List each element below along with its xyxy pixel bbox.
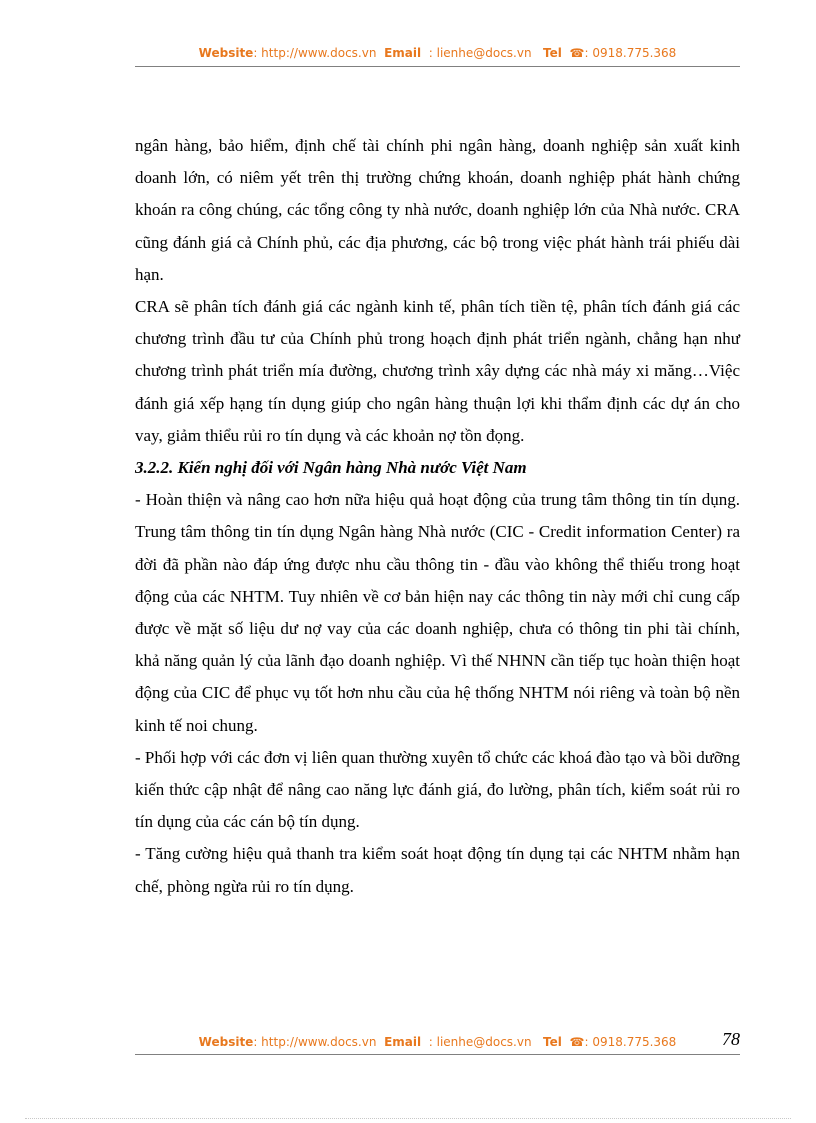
paragraph-1: ngân hàng, bảo hiểm, định chế tài chính phi ngân hàng, doanh nghiệp sản xuất kinh doanh lớn, có niêm yết trên thị trường chứng khoán, doanh nghiệp phát hành chứng khoán ra công chúng, các tổng công ty nhà nước, doanh nghiệp lớn của Nhà nước. CRA cũng đánh giá cả Chính phủ, các địa phương, các bộ trong việc phát hành trái phiếu dài hạn.: [135, 136, 740, 284]
footer-website-link[interactable]: : http://www.docs.vn: [253, 1035, 377, 1049]
paragraph-4: - Phối hợp với các đơn vị liên quan thường xuyên tổ chức các khoá đào tạo và bồi dưỡng kiến thức cập nhật để nâng cao năng lực đánh giá, đo lường, phân tích, kiểm soát rủi ro tín dụng của các cán bộ tín dụng.: [135, 747, 740, 832]
footer-website-label: Website: [198, 1035, 254, 1049]
footer-contact: [135, 1035, 740, 1049]
page-header: [135, 46, 740, 60]
section-heading: 3.2.2. Kiến nghị đối với Ngân hàng Nhà nước Việt Nam: [135, 458, 527, 478]
header-website-link[interactable]: : http://www.docs.vn: [253, 46, 377, 60]
header-tel-value: : 0918.775.368: [584, 46, 677, 60]
footer-rule: [135, 1054, 740, 1055]
header-website-label: Website: [198, 46, 254, 60]
footer-tel-value: : 0918.775.368: [584, 1035, 677, 1049]
header-tel-label: Tel: [543, 46, 562, 60]
paragraph-3: - Hoàn thiện và nâng cao hơn nữa hiệu quả hoạt động của trung tâm thông tin tín dụng. Trung tâm thông tin tín dụng Ngân hàng Nhà nước (CIC - Credit information Center) ra đời đã phần nào đáp ứng được nhu cầu thông tin - đầu vào không thể thiếu trong hoạt động của các NHTM. Tuy nhiên về cơ bản hiện nay các thông tin này mới chỉ cung cấp được về mặt số liệu dư nợ vay của các doanh nghiệp, chưa có thông tin phi tài chính, khả năng quản lý của lãnh đạo doanh nghiệp. Vì thế NHNN cần tiếp tục hoàn thiện hoạt động của CIC để phục vụ tốt hơn nhu cầu của hệ thống NHTM nói riêng và toàn bộ nền kinh tế noi chung.: [135, 490, 740, 735]
paragraph-2: CRA sẽ phân tích đánh giá các ngành kinh tế, phân tích tiền tệ, phân tích đánh giá các chương trình đầu tư của Chính phủ trong hoạch định phát triển ngành, chẳng hạn như chương trình phát triển mía đường, chương trình xây dựng các nhà máy xi măng…Việc đánh giá xếp hạng tín dụng giúp cho ngân hàng thuận lợi khi thẩm định các dự án cho vay, giảm thiểu rủi ro tín dụng và các khoản nợ tồn đọng.: [135, 297, 740, 445]
phone-icon: ☎: [569, 46, 585, 60]
header-email-label: Email: [384, 46, 422, 60]
footer-email-link[interactable]: : lienhe@docs.vn: [428, 1035, 532, 1049]
paragraph-5: - Tăng cường hiệu quả thanh tra kiểm soát hoạt động tín dụng tại các NHTM nhằm hạn chế, phòng ngừa rủi ro tín dụng.: [135, 844, 740, 896]
page-number: 78: [722, 1029, 740, 1049]
footer-email-label: Email: [384, 1035, 422, 1049]
header-rule: [135, 66, 740, 67]
phone-icon: ☎: [569, 1035, 585, 1049]
document-body: [135, 130, 740, 903]
footer-tel-label: Tel: [543, 1035, 562, 1049]
page-edge-dots: [25, 1118, 791, 1119]
header-email-link[interactable]: : lienhe@docs.vn: [428, 46, 532, 60]
